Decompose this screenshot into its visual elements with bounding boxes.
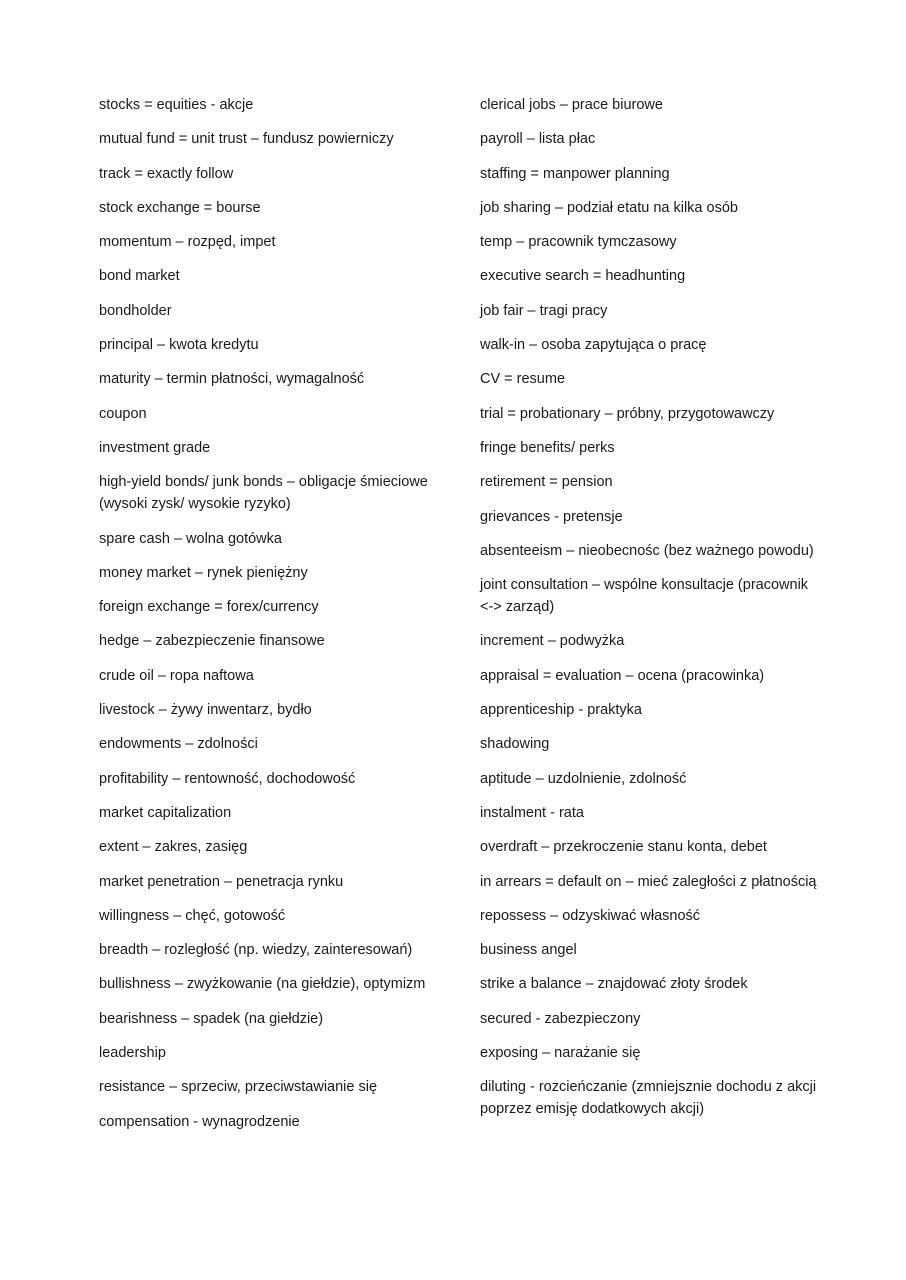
vocabulary-entry: foreign exchange = forex/currency	[99, 599, 319, 616]
vocabulary-entry: stock exchange = bourse	[99, 199, 261, 216]
vocabulary-entry: track = exactly follow	[99, 165, 234, 182]
vocabulary-entry: clerical jobs – prace biurowe	[480, 97, 663, 113]
vocabulary-entry: shadowing	[480, 736, 550, 753]
vocabulary-entry: coupon	[99, 405, 147, 422]
vocabulary-entry: profitability – rentowność, dochodowość	[99, 770, 356, 787]
vocabulary-entry: business angel	[480, 942, 577, 959]
vocabulary-entry: absenteeism – nieobecnośc (bez ważnego powodu)	[480, 542, 814, 559]
vocabulary-entry: high-yield bonds/ junk bonds – obligacje śmieciowe (wysoki zysk/ wysokie ryzyko)	[99, 474, 428, 513]
vocabulary-entry: retirement = pension	[480, 474, 613, 491]
vocabulary-entry: market penetration – penetracja rynku	[99, 873, 344, 890]
vocabulary-entry: bondholder	[99, 302, 172, 319]
vocabulary-entry: hedge – zabezpieczenie finansowe	[99, 633, 325, 650]
vocabulary-entry: executive search = headhunting	[480, 268, 686, 285]
vocabulary-entry: resistance – sprzeciw, przeciwstawianie się	[99, 1079, 378, 1096]
vocabulary-entry: in arrears = default on – mieć zaległości z płatnością	[480, 873, 817, 890]
vocabulary-entry: bond market	[99, 268, 180, 285]
vocabulary-entry: spare cash – wolna gotówka	[99, 530, 282, 547]
vocabulary-entry: market capitalization	[99, 804, 232, 821]
vocabulary-entry: bearishness – spadek (na giełdzie)	[99, 1010, 324, 1027]
vocabulary-entry: money market – rynek pieniężny	[99, 564, 308, 581]
vocabulary-entry: instalment - rata	[480, 804, 584, 821]
vocabulary-entry: increment – podwyżka	[480, 633, 625, 650]
vocabulary-entry: aptitude – uzdolnienie, zdolność	[480, 770, 687, 787]
vocabulary-entry: secured - zabezpieczony	[480, 1010, 641, 1027]
vocabulary-entry: maturity – termin płatności, wymagalność	[99, 371, 365, 388]
vocabulary-entry: willingness – chęć, gotowość	[99, 907, 286, 924]
vocabulary-entry: bullishness – zwyżkowanie (na giełdzie), optymizm	[99, 976, 426, 993]
vocabulary-entry: trial = probationary – próbny, przygotowawczy	[480, 405, 775, 422]
vocabulary-entry: strike a balance – znajdować złoty środek	[480, 976, 748, 993]
vocabulary-entry: livestock – żywy inwentarz, bydło	[99, 702, 312, 719]
vocabulary-entry: grievances - pretensje	[480, 508, 623, 525]
vocabulary-column-right	[480, 94, 820, 1133]
vocabulary-entry: job sharing – podział etatu na kilka osób	[480, 199, 738, 216]
vocabulary-entry: diluting - rozcieńczanie (zmniejsznie dochodu z akcji poprzez emisję dodatkowych akcji)	[480, 1079, 817, 1118]
vocabulary-entry: leadership	[99, 1045, 166, 1062]
vocabulary-entry: appraisal = evaluation – ocena (pracowinka)	[480, 667, 765, 684]
vocabulary-entry: walk-in – osoba zapytująca o pracę	[480, 337, 707, 354]
vocabulary-entry: job fair – tragi pracy	[480, 302, 608, 319]
vocabulary-entry: breadth – rozległość (np. wiedzy, zainteresowań)	[99, 942, 413, 959]
vocabulary-entry: overdraft – przekroczenie stanu konta, debet	[480, 839, 767, 856]
vocabulary-entry: fringe benefits/ perks	[480, 439, 615, 456]
vocabulary-entry: apprenticeship - praktyka	[480, 702, 642, 719]
vocabulary-entry: repossess – odzyskiwać własność	[480, 907, 701, 924]
vocabulary-entry: stocks = equities - akcje	[99, 97, 254, 113]
vocabulary-entry: CV = resume	[480, 371, 566, 388]
vocabulary-entry: joint consultation – wspólne konsultacje (pracownik <-> zarząd)	[480, 577, 809, 616]
vocabulary-entry: crude oil – ropa naftowa	[99, 667, 254, 684]
vocabulary-column-left	[99, 94, 459, 1145]
vocabulary-entry: endowments – zdolności	[99, 736, 258, 753]
vocabulary-entry: mutual fund = unit trust – fundusz powierniczy	[99, 131, 394, 148]
vocabulary-entry: principal – kwota kredytu	[99, 337, 259, 354]
vocabulary-entry: temp – pracownik tymczasowy	[480, 234, 677, 251]
vocabulary-entry: staffing = manpower planning	[480, 165, 670, 182]
vocabulary-entry: exposing – narażanie się	[480, 1045, 641, 1062]
vocabulary-entry: extent – zakres, zasięg	[99, 839, 248, 856]
vocabulary-entry: investment grade	[99, 439, 211, 456]
vocabulary-entry: momentum – rozpęd, impet	[99, 234, 276, 251]
vocabulary-entry: payroll – lista płac	[480, 131, 596, 148]
vocabulary-entry: compensation - wynagrodzenie	[99, 1113, 300, 1130]
